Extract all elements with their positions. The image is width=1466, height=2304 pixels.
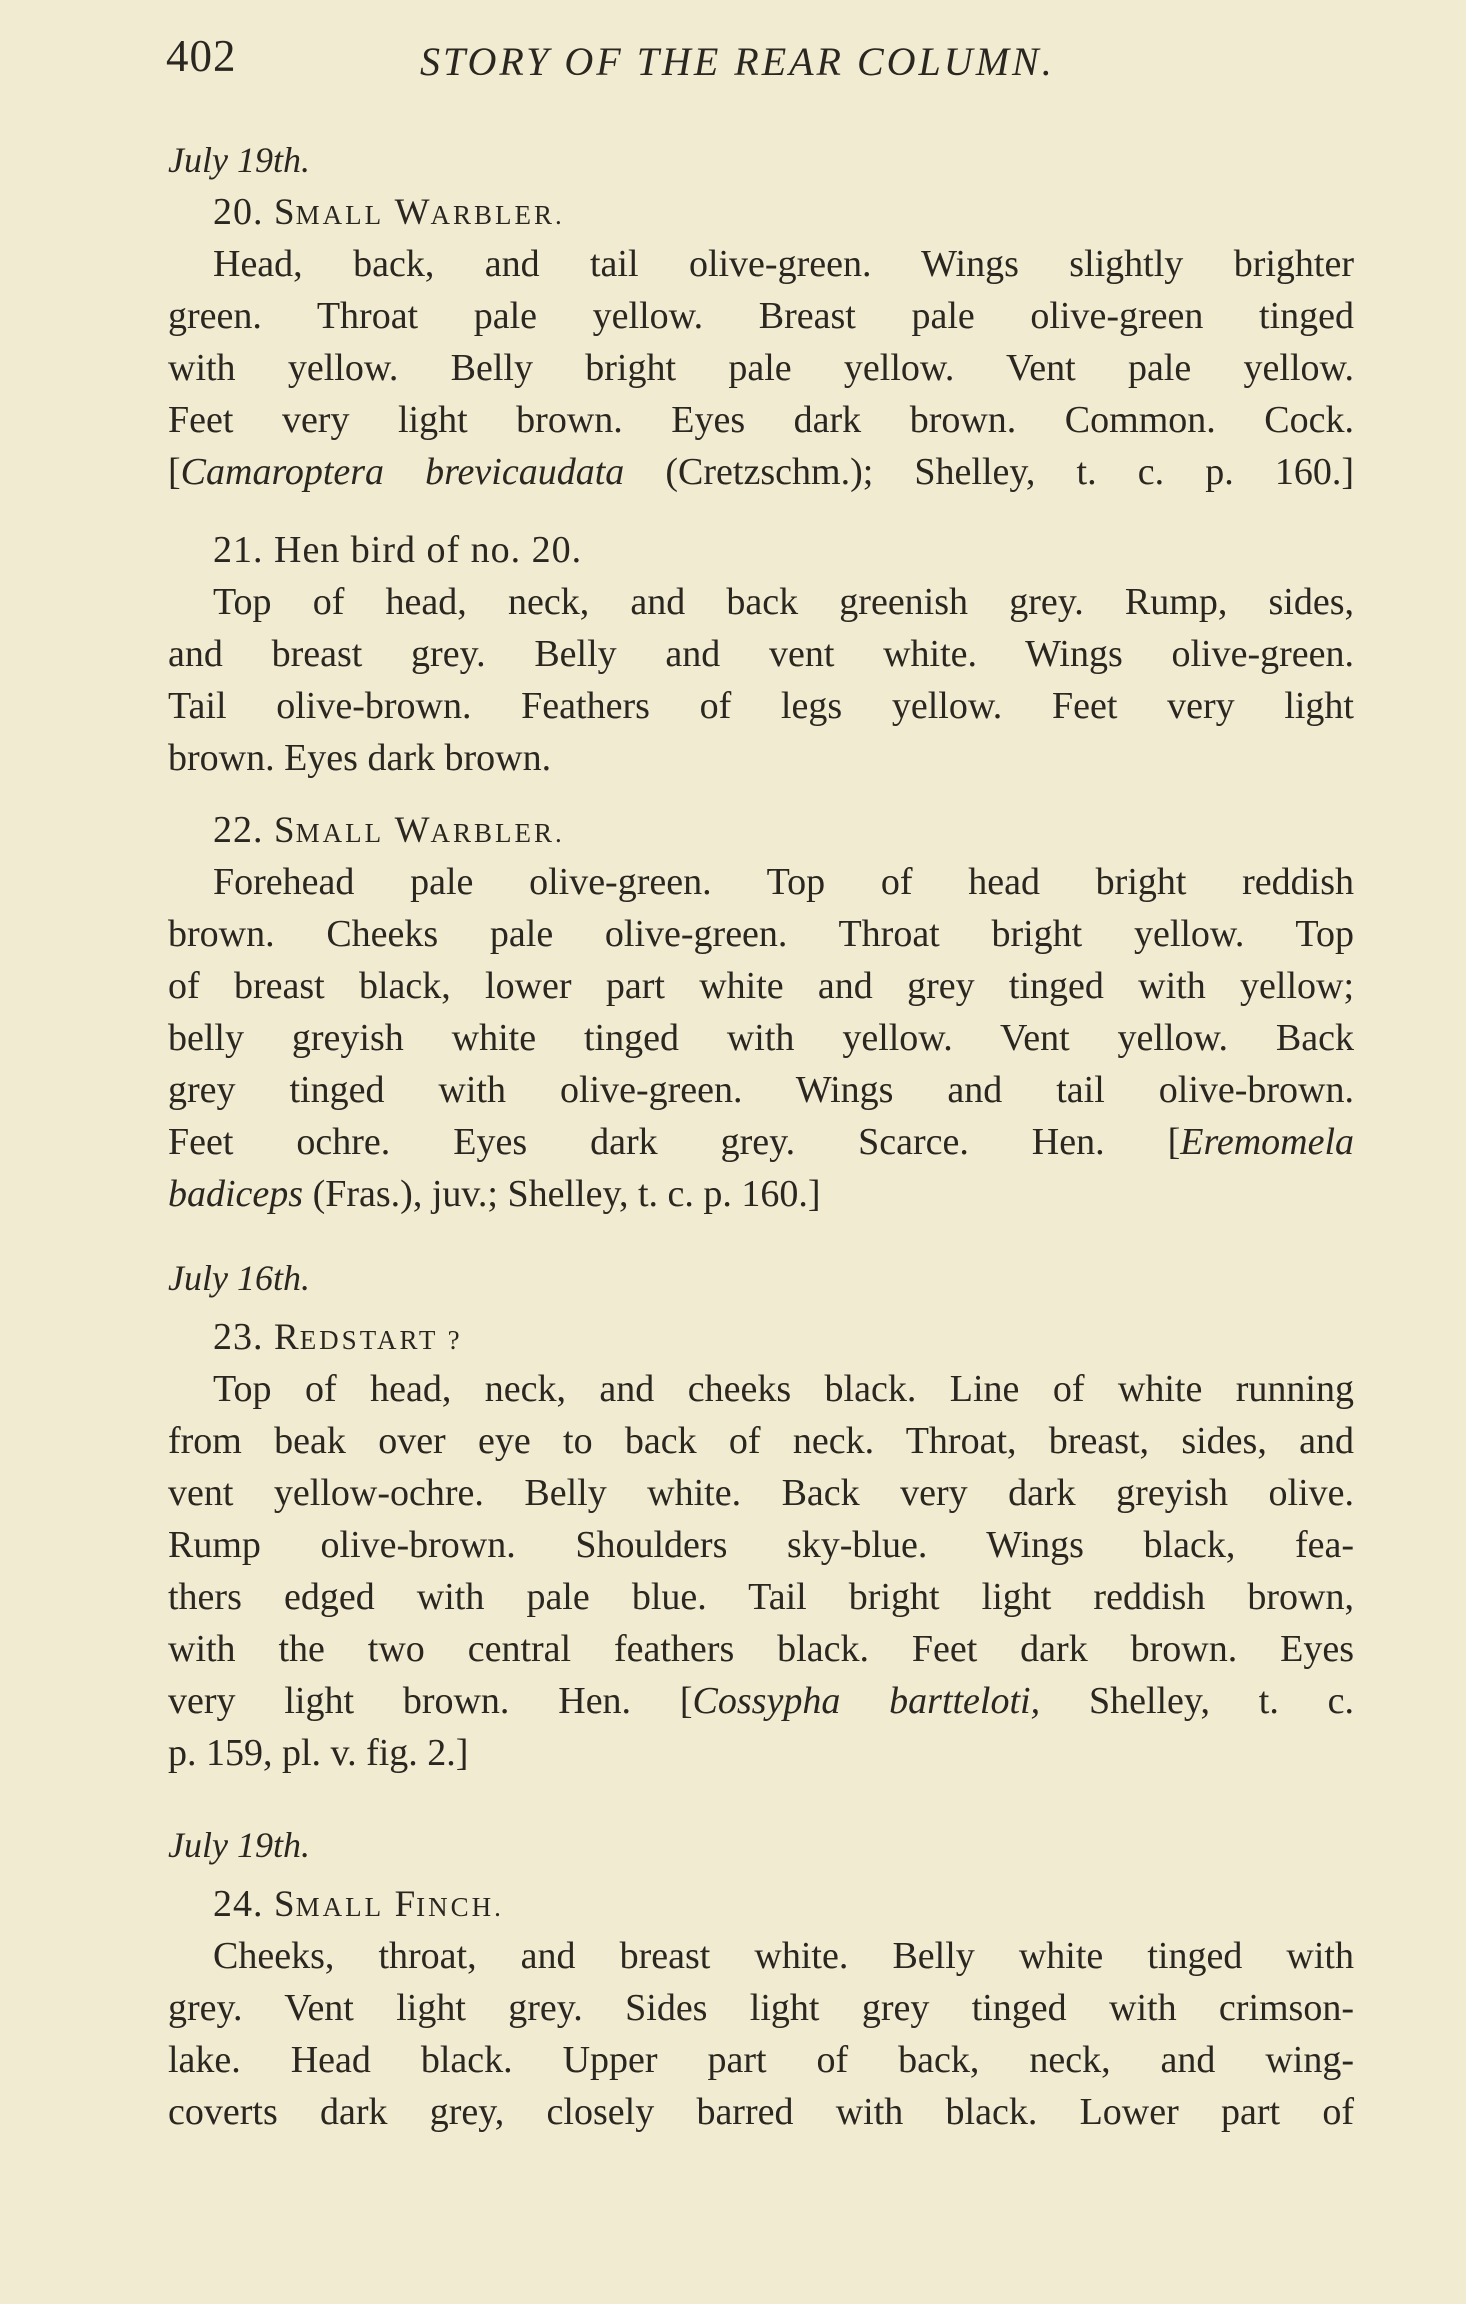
paragraph-line: Tail olive-brown. Feathers of legs yellow. Feet very light bbox=[168, 685, 1354, 727]
species-name: Cossypha bartteloti, bbox=[692, 1680, 1041, 1722]
entry-21 bbox=[168, 524, 1354, 784]
paragraph-line: Feet very light brown. Eyes dark brown. Common. Cock. bbox=[168, 399, 1354, 441]
entry-20 bbox=[168, 186, 1354, 498]
entry-title: 21. Hen bird of no. 20. bbox=[213, 529, 583, 571]
paragraph-line: and breast grey. Belly and vent white. Wings olive-green. bbox=[168, 633, 1354, 675]
entry-title: 23. REDSTART ? bbox=[213, 1316, 463, 1358]
paragraph-line: Rump olive-brown. Shoulders sky-blue. Wings black, fea- bbox=[168, 1524, 1354, 1566]
paragraph-line: green. Throat pale yellow. Breast pale olive-green tinged bbox=[168, 295, 1354, 337]
running-head: STORY OF THE REAR COLUMN. bbox=[420, 39, 1055, 84]
page-number: 402 bbox=[166, 31, 237, 81]
date-month: July bbox=[168, 1258, 228, 1298]
paragraph-line: grey tinged with olive-green. Wings and tail olive-brown. bbox=[168, 1069, 1354, 1111]
date-month: July bbox=[168, 140, 228, 180]
paragraph-line: coverts dark grey, closely barred with black. Lower part of bbox=[168, 2091, 1354, 2133]
date-day: 19th. bbox=[236, 140, 310, 180]
entry-22 bbox=[168, 804, 1354, 1220]
paragraph-line: Head, back, and tail olive-green. Wings slightly brighter bbox=[213, 243, 1354, 285]
entry-title: 24. SMALL FINCH. bbox=[213, 1883, 504, 1925]
species-name: Camaroptera brevicaudata bbox=[180, 451, 625, 493]
paragraph-line: thers edged with pale blue. Tail bright light reddish brown, bbox=[168, 1576, 1354, 1618]
entry-title: 22. SMALL WARBLER. bbox=[213, 809, 565, 851]
date-day: 19th. bbox=[236, 1825, 310, 1865]
entry-title: 20. SMALL WARBLER. bbox=[213, 191, 565, 233]
date-day: 16th. bbox=[236, 1258, 310, 1298]
paragraph-line: [Camaroptera brevicaudata (Cretzschm.); Shelley, t. c. p. 160.] bbox=[168, 451, 1355, 493]
paragraph-line: with the two central feathers black. Feet dark brown. Eyes bbox=[168, 1628, 1354, 1670]
date-heading bbox=[168, 134, 1354, 186]
paragraph-line: lake. Head black. Upper part of back, neck, and wing- bbox=[168, 2039, 1354, 2081]
date-heading bbox=[168, 1252, 1354, 1304]
paragraph-line: vent yellow-ochre. Belly white. Back very dark greyish olive. bbox=[168, 1472, 1354, 1514]
paragraph-line: Top of head, neck, and cheeks black. Line of white running bbox=[213, 1368, 1354, 1410]
paragraph-line: Cheeks, throat, and breast white. Belly white tinged with bbox=[213, 1935, 1354, 1977]
entry-24 bbox=[168, 1878, 1354, 2138]
date-month: July bbox=[168, 1825, 228, 1865]
paragraph-line: belly greyish white tinged with yellow. Vent yellow. Back bbox=[168, 1017, 1354, 1059]
paragraph-line: very light brown. Hen. [Cossypha bartteloti, Shelley, t. c. bbox=[168, 1680, 1355, 1722]
entry-23 bbox=[168, 1311, 1354, 1779]
paragraph-line: brown. Cheeks pale olive-green. Throat bright yellow. Top bbox=[168, 913, 1354, 955]
paragraph-line: of breast black, lower part white and grey tinged with yellow; bbox=[168, 965, 1354, 1007]
paragraph-line: badiceps (Fras.), juv.; Shelley, t. c. p. 160.] bbox=[168, 1173, 821, 1215]
species-name: Eremomela bbox=[1180, 1121, 1354, 1163]
paragraph-line: from beak over eye to back of neck. Throat, breast, sides, and bbox=[168, 1420, 1354, 1462]
paragraph-line: grey. Vent light grey. Sides light grey tinged with crimson- bbox=[168, 1987, 1354, 2029]
species-name: badiceps bbox=[168, 1173, 304, 1215]
paragraph-line: p. 159, pl. v. fig. 2.] bbox=[168, 1732, 469, 1774]
paragraph-line: with yellow. Belly bright pale yellow. Vent pale yellow. bbox=[168, 347, 1354, 389]
date-heading bbox=[168, 1819, 1354, 1871]
paragraph-line: Top of head, neck, and back greenish grey. Rump, sides, bbox=[213, 581, 1354, 623]
paragraph-line: Forehead pale olive-green. Top of head bright reddish bbox=[213, 861, 1354, 903]
paragraph-line: Feet ochre. Eyes dark grey. Scarce. Hen. [Eremomela bbox=[168, 1121, 1354, 1163]
paragraph-line: brown. Eyes dark brown. bbox=[168, 737, 552, 779]
